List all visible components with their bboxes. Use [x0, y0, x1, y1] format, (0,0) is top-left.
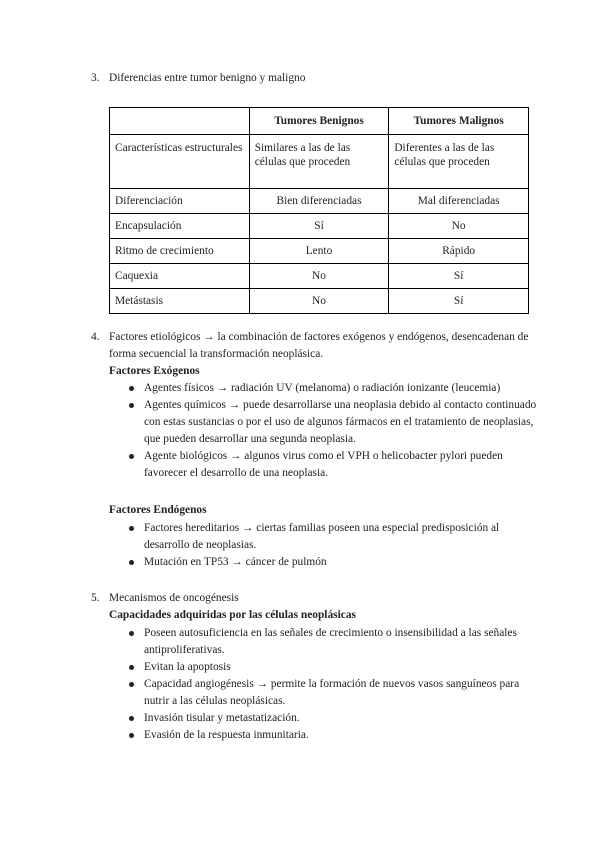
table-cell: No: [249, 289, 389, 314]
list-item: Factores hereditarios → ciertas familias poseen una especial predisposición al desarrollo de neoplasias.: [127, 520, 537, 554]
table-header-cell: Tumores Benignos: [249, 108, 389, 135]
list-item: Mutación en TP53 → cáncer de pulmón: [127, 554, 537, 571]
table-cell: No: [249, 264, 389, 289]
section-3-heading: [91, 70, 531, 87]
table-header-row: [110, 108, 529, 135]
table-cell: Bien diferenciadas: [249, 189, 389, 214]
table-cell: Diferentes a las de las células que proceden: [389, 135, 529, 189]
oncogenesis-list: [127, 625, 537, 744]
endogenos-title: Factores Endógenos: [109, 504, 207, 516]
section-4-intro: Factores etiológicos → la combinación de factores exógenos y endógenos, desencadenan de forma secuencial la transformación neoplásica.: [109, 331, 529, 360]
list-item: Capacidad angiogénesis → permite la formación de nuevos vasos sanguíneos para nutrir a las células neoplásicas.: [127, 676, 537, 710]
section-5-number: 5.: [91, 592, 100, 604]
table-cell: Sí: [389, 264, 529, 289]
list-item: Poseen autosuficiencia en las señales de crecimiento o insensibilidad a las señales antiproliferativas.: [127, 625, 537, 659]
table-cell: Sí: [249, 214, 389, 239]
section-5-subtitle: Capacidades adquiridas por las células neoplásicas: [109, 609, 356, 621]
comparison-table: [109, 107, 529, 314]
table-header-cell: [110, 108, 250, 135]
section-3-number: 3.: [91, 72, 100, 84]
table-row: [110, 135, 529, 189]
list-item: Evitan la apoptosis: [127, 659, 537, 676]
table-cell: Diferenciación: [110, 189, 250, 214]
table-cell: Metástasis: [110, 289, 250, 314]
table-cell: Lento: [249, 239, 389, 264]
exogenos-title: Factores Exógenos: [109, 365, 200, 377]
table-row: [110, 189, 529, 214]
list-item: Evasión de la respuesta inmunitaria.: [127, 727, 537, 744]
list-item: Invasión tisular y metastatización.: [127, 710, 537, 727]
table-cell: Características estructurales: [110, 135, 250, 189]
table-cell: Mal diferenciadas: [389, 189, 529, 214]
table-cell: No: [389, 214, 529, 239]
section-3-title: Diferencias entre tumor benigno y maligno: [109, 72, 306, 84]
table-header-cell: Tumores Malignos: [389, 108, 529, 135]
section-5-heading: [91, 590, 531, 607]
table-cell: Similares a las de las células que proceden: [249, 135, 389, 189]
table-row: [110, 264, 529, 289]
list-item: Agentes físicos → radiación UV (melanoma) o radiación ionizante (leucemia): [127, 380, 537, 397]
section-5-title: Mecanismos de oncogénesis: [109, 592, 239, 604]
table-cell: Rápido: [389, 239, 529, 264]
table-row: [110, 289, 529, 314]
table-cell: Ritmo de crecimiento: [110, 239, 250, 264]
section-4-number: 4.: [91, 331, 100, 343]
table-cell: Sí: [389, 289, 529, 314]
table-row: [110, 239, 529, 264]
list-item: Agentes químicos → puede desarrollarse una neoplasia debido al contacto continuado con estas sustancias o por el uso de algunos fármacos en el tratamiento de neoplasias, que pueden desarrollar una segunda neoplasia.: [127, 397, 537, 448]
endogenos-list: [127, 520, 537, 571]
table-cell: Encapsulación: [110, 214, 250, 239]
table-cell: Caquexia: [110, 264, 250, 289]
exogenos-list: [127, 380, 537, 482]
table-row: [110, 214, 529, 239]
section-4-heading: [91, 329, 531, 363]
list-item: Agente biológicos → algunos virus como el VPH o helicobacter pylori pueden favorecer el desarrollo de una neoplasia.: [127, 448, 537, 482]
